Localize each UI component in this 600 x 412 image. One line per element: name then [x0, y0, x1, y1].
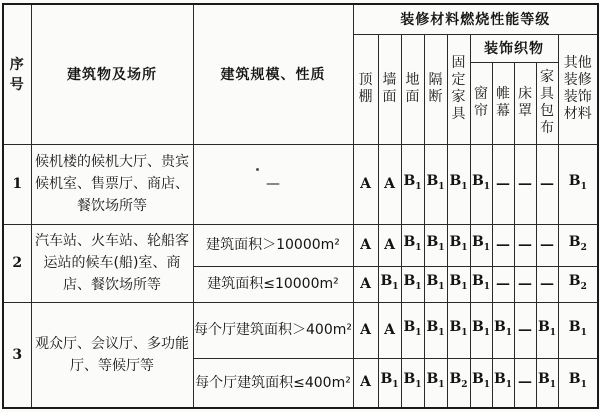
grade-fixed-furniture: $B_1$	[447, 266, 470, 302]
grade-drape: $B_1$	[492, 302, 514, 358]
table-row	[3, 224, 598, 266]
grade-fixed-furniture: $B_1$	[447, 144, 470, 224]
header-seq: 序号	[3, 4, 31, 144]
header-curtain: 窗帘	[470, 62, 492, 144]
scale-cell: 建筑面积＞10000m²	[193, 224, 353, 266]
header-partition: 隔断	[424, 34, 447, 144]
table-row	[3, 144, 598, 224]
grade-floor: $B_1$	[401, 144, 424, 224]
grade-furniture-cover: —	[536, 224, 558, 266]
scale-cell: 建筑面积≤10000m²	[193, 266, 353, 302]
header-fixed-furniture: 固定家具	[447, 34, 470, 144]
scale-cell: —	[193, 144, 353, 224]
grade-floor: $B_1$	[401, 266, 424, 302]
place-cell: 汽车站、火车站、轮船客运站的候车(船)室、商店、餐饮场所等	[31, 224, 193, 302]
grade-drape: —	[492, 224, 514, 266]
header-material-grade-group: 装修材料燃烧性能等级	[353, 4, 598, 34]
grade-fixed-furniture: $B_1$	[447, 302, 470, 358]
header-wall: 墙面	[378, 34, 401, 144]
header-furniture-cover: 家具包布	[536, 62, 558, 144]
scale-cell: 每个厅建筑面积≤400m²	[193, 358, 353, 408]
grade-furniture-cover: —	[536, 266, 558, 302]
grade-other: $B_2$	[558, 224, 598, 266]
grade-fixed-furniture: $B_2$	[447, 358, 470, 408]
grade-bedcover: —	[514, 144, 536, 224]
grade-ceiling: A	[353, 358, 378, 408]
grade-drape: $B_1$	[492, 358, 514, 408]
grade-wall: A	[378, 224, 401, 266]
header-other: 其他装修装饰材料	[558, 34, 598, 144]
row-number: 1	[3, 144, 31, 224]
header-decor-group: 装饰织物	[470, 34, 558, 62]
row-number: 2	[3, 224, 31, 302]
grade-fixed-furniture: $B_1$	[447, 224, 470, 266]
scale-cell: 每个厅建筑面积＞400m²	[193, 302, 353, 358]
grade-curtain: $B_1$	[470, 224, 492, 266]
grade-wall: $B_1$	[378, 358, 401, 408]
grade-other: $B_1$	[558, 144, 598, 224]
header-scale: 建筑规模、性质	[193, 4, 353, 144]
grade-bedcover: —	[514, 266, 536, 302]
grade-wall: A	[378, 144, 401, 224]
grade-curtain: $B_1$	[470, 358, 492, 408]
fire-rating-table	[2, 3, 599, 409]
grade-partition: $B_1$	[424, 302, 447, 358]
grade-drape: —	[492, 266, 514, 302]
grade-furniture-cover: —	[536, 144, 558, 224]
grade-drape: —	[492, 144, 514, 224]
grade-curtain: $B_1$	[470, 144, 492, 224]
grade-ceiling: A	[353, 224, 378, 266]
grade-ceiling: A	[353, 302, 378, 358]
header-ceiling: 顶棚	[353, 34, 378, 144]
grade-partition: $B_1$	[424, 224, 447, 266]
row-number: 3	[3, 302, 31, 408]
grade-ceiling: A	[353, 144, 378, 224]
grade-floor: $B_1$	[401, 302, 424, 358]
header-drape: 帷幕	[492, 62, 514, 144]
grade-curtain: $B_1$	[470, 302, 492, 358]
grade-wall: $B_1$	[378, 266, 401, 302]
grade-other: $B_2$	[558, 266, 598, 302]
grade-curtain: $B_1$	[470, 266, 492, 302]
place-cell: 观众厅、会议厅、多功能厅、等候厅等	[31, 302, 193, 408]
grade-partition: $B_1$	[424, 144, 447, 224]
grade-bedcover: —	[514, 224, 536, 266]
scan-speck	[256, 168, 259, 171]
grade-bedcover: —	[514, 302, 536, 358]
grade-floor: $B_1$	[401, 358, 424, 408]
grade-partition: $B_1$	[424, 358, 447, 408]
header-bedcover: 床罩	[514, 62, 536, 144]
table-row	[3, 302, 598, 358]
grade-partition: $B_1$	[424, 266, 447, 302]
header-floor: 地面	[401, 34, 424, 144]
header-place: 建筑物及场所	[31, 4, 193, 144]
grade-other: $B_1$	[558, 358, 598, 408]
grade-wall: A	[378, 302, 401, 358]
place-cell: 候机楼的候机大厅、贵宾候机室、售票厅、商店、餐饮场所等	[31, 144, 193, 224]
grade-other: $B_1$	[558, 302, 598, 358]
grade-floor: $B_1$	[401, 224, 424, 266]
grade-bedcover: —	[514, 358, 536, 408]
grade-furniture-cover: $B_1$	[536, 358, 558, 408]
grade-ceiling: A	[353, 266, 378, 302]
grade-furniture-cover: $B_1$	[536, 302, 558, 358]
